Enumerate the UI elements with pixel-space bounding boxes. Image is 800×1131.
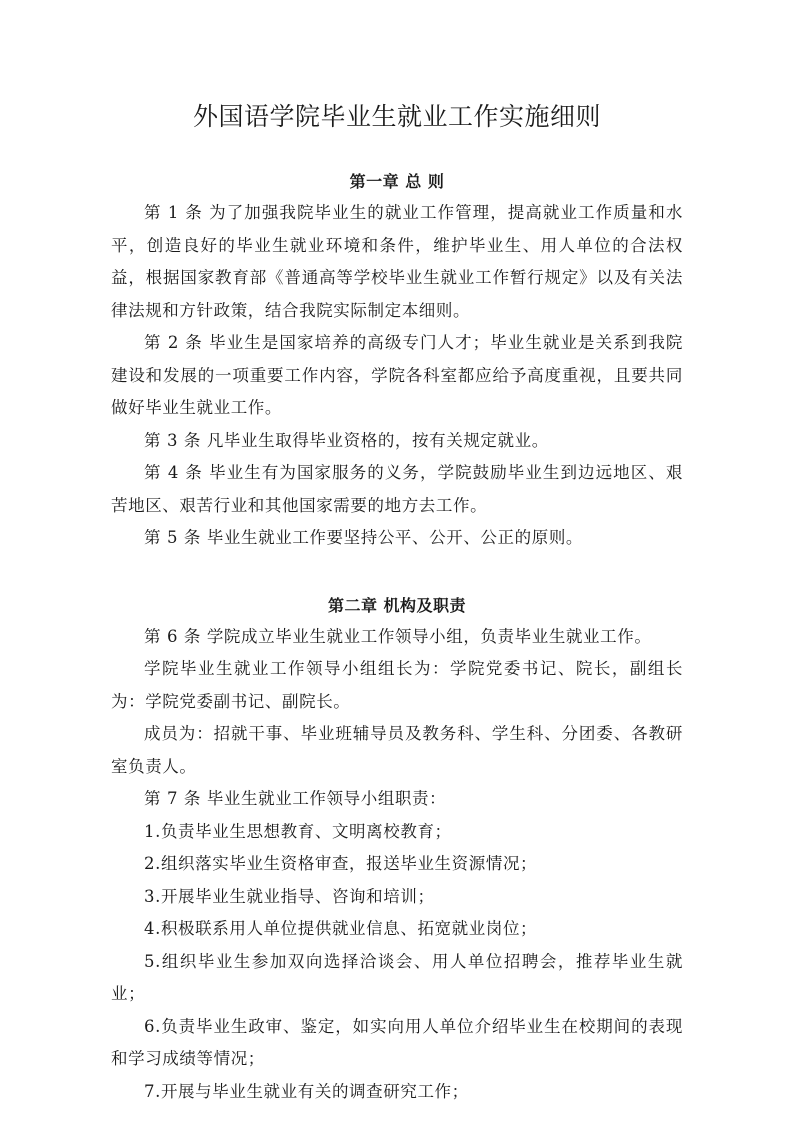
article-1: 第 1 条 为了加强我院毕业生的就业工作管理，提高就业工作质量和水平，创造良好的毕业生就业环境和条件，维护毕业生、用人单位的合法权益，根据国家教育部《普通高等学校毕业生就业工作暂行规定》以及有关法律法规和方针政策，结合我院实际制定本细则。 [111, 203, 683, 320]
duty-item: 5.组织毕业生参加双向选择洽谈会、用人单位招聘会，推荐毕业生就业； [111, 951, 683, 1003]
duty-item: 6.负责毕业生政审、鉴定，如实向用人单位介绍毕业生在校期间的表现和学习成绩等情况； [111, 1016, 683, 1068]
article-2: 第 2 条 毕业生是国家培养的高级专门人才；毕业生就业是关系到我院建设和发展的一项重要工作内容，学院各科室都应给予高度重视，且要共同做好毕业生就业工作。 [111, 333, 683, 417]
article-5: 第 5 条 毕业生就业工作要坚持公平、公开、公正的原则。 [144, 528, 584, 547]
chapter-1-heading: 第一章 总 则 [349, 172, 445, 191]
article-6: 第 6 条 学院成立毕业生就业工作领导小组，负责毕业生就业工作。 [144, 626, 652, 646]
duty-item: 1.负责毕业生思想教育、文明离校教育； [144, 821, 452, 841]
document-title: 外国语学院毕业生就业工作实施细则 [192, 102, 601, 131]
leader-group-paragraph: 学院毕业生就业工作领导小组组长为：学院党委书记、院长，副组长为：学院党委副书记、副院长。 [111, 659, 683, 711]
duty-item: 7.开展与毕业生就业有关的调查研究工作； [144, 1081, 469, 1101]
article-3: 第 3 条 凡毕业生取得毕业资格的，按有关规定就业。 [144, 430, 549, 450]
duty-item: 3.开展毕业生就业指导、咨询和培训； [144, 886, 435, 906]
article-7: 第 7 条 毕业生就业工作领导小组职责： [144, 789, 447, 808]
chapter-1 [111, 167, 683, 555]
chapter-2 [111, 591, 683, 1109]
members-paragraph: 成员为：招就干事、毕业班辅导员及教务科、学生科、分团委、各教研室负责人。 [111, 724, 683, 776]
duty-item: 2.组织落实毕业生资格审查，报送毕业生资源情况； [144, 854, 538, 873]
chapter-2-heading: 第二章 机构及职责 [327, 595, 467, 615]
article-4: 第 4 条 毕业生有为国家服务的义务，学院鼓励毕业生到边远地区、艰苦地区、艰苦行业和其他国家需要的地方去工作。 [111, 463, 683, 515]
duty-item: 4.积极联系用人单位提供就业信息、拓宽就业岗位； [144, 919, 538, 938]
